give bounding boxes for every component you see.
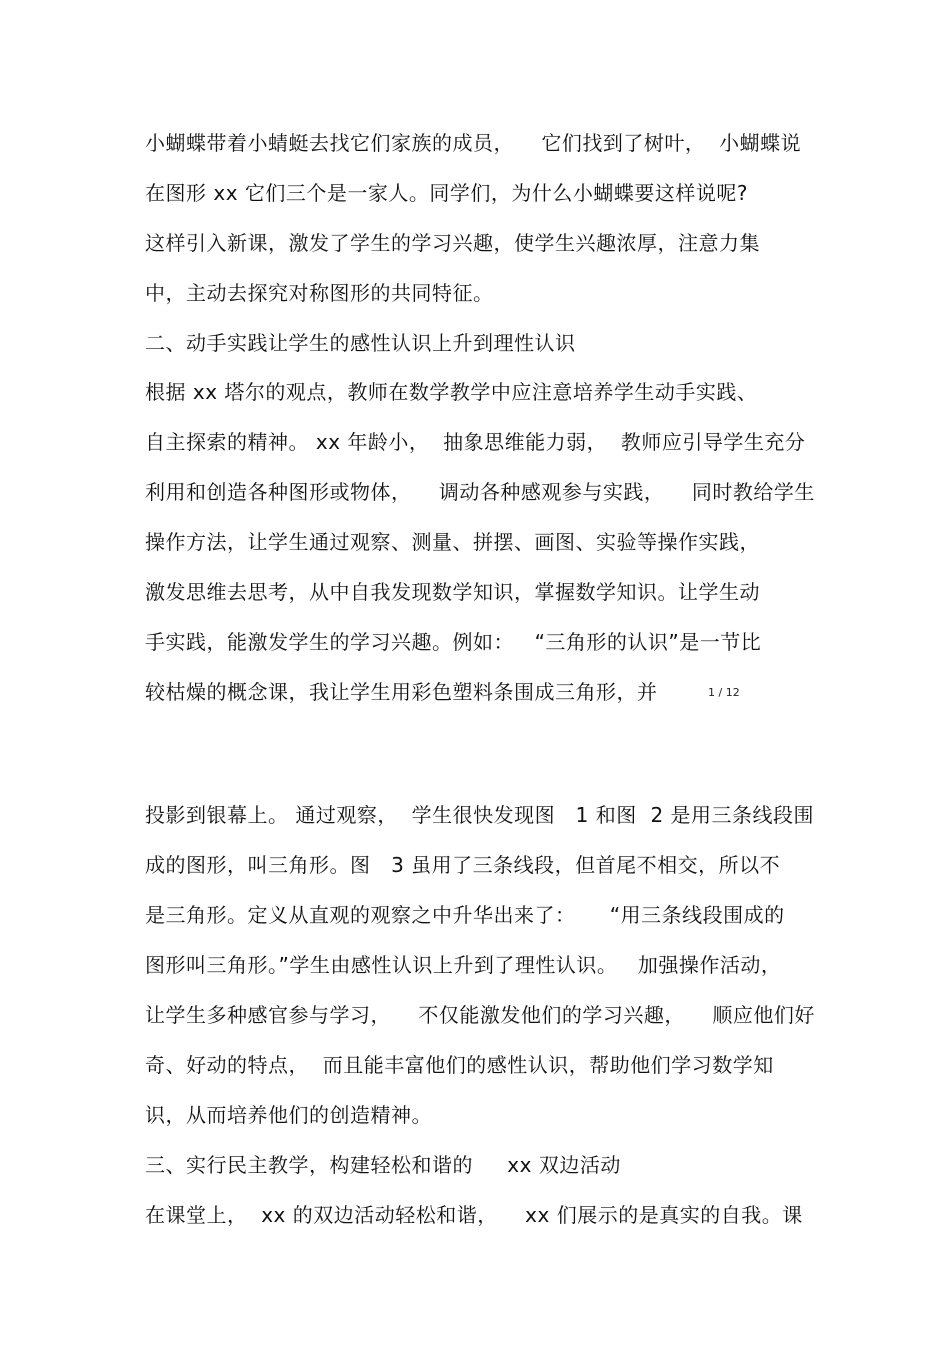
section-heading: 二、动手实践让学生的感性认识上升到理性认识	[145, 331, 576, 355]
text-line: 在图形 xx 它们三个是一家人。同学们，为什么小蝴蝶要这样说呢?	[145, 181, 749, 205]
text-line: 利用和创造各种图形或物体， 调动各种感观参与实践， 同时教给学生	[145, 480, 815, 504]
text-line: 奇、好动的特点， 而且能丰富他们的感性认识，帮助他们学习数学知	[145, 1053, 774, 1077]
text-line: 手实践，能激发学生的学习兴趣。例如： “三角形的认识”是一节比	[145, 630, 762, 654]
text-line: 投影到银幕上。 通过观察， 学生很快发现图 1 和图 2 是用三条线段围	[145, 803, 815, 827]
text-line: 中，主动去探究对称图形的共同特征。	[145, 281, 494, 305]
page-number: 1 / 12	[708, 686, 740, 699]
text-line: 小蝴蝶带着小蜻蜓去找它们家族的成员， 它们找到了树叶， 小蝴蝶说	[145, 131, 802, 155]
text-line: 识，从而培养他们的创造精神。	[145, 1103, 432, 1127]
text-line: 这样引入新课，激发了学生的学习兴趣，使学生兴趣浓厚，注意力集	[145, 231, 760, 255]
text-line: 激发思维去思考，从中自我发现数学知识，掌握数学知识。让学生动	[145, 580, 760, 604]
text-line: 操作方法，让学生通过观察、测量、拼摆、画图、实验等操作实践，	[145, 530, 760, 554]
text-line: 较枯燥的概念课，我让学生用彩色塑料条围成三角形，并	[145, 680, 658, 704]
text-line: 是三角形。定义从直观的观察之中升华出来了： “用三条线段围成的	[145, 903, 785, 927]
text-line: 在课堂上， xx 的双边活动轻松和谐， xx 们展示的是真实的自我。课	[145, 1203, 803, 1227]
text-line: 自主探索的精神。 xx 年龄小， 抽象思维能力弱， 教师应引导学生充分	[145, 430, 806, 454]
text-line: 让学生多种感官参与学习， 不仅能激发他们的学习兴趣， 顺应他们好	[145, 1003, 815, 1027]
text-line: 图形叫三角形。”学生由感性认识上升到了理性认识。 加强操作活动，	[145, 953, 782, 977]
text-line: 根据 xx 塔尔的观点，教师在数学教学中应注意培养学生动手实践、	[145, 380, 758, 404]
text-line: 成的图形，叫三角形。图 3 虽用了三条线段，但首尾不相交，所以不	[145, 853, 781, 877]
section-heading: 三、实行民主教学，构建轻松和谐的 xx 双边活动	[145, 1153, 621, 1177]
